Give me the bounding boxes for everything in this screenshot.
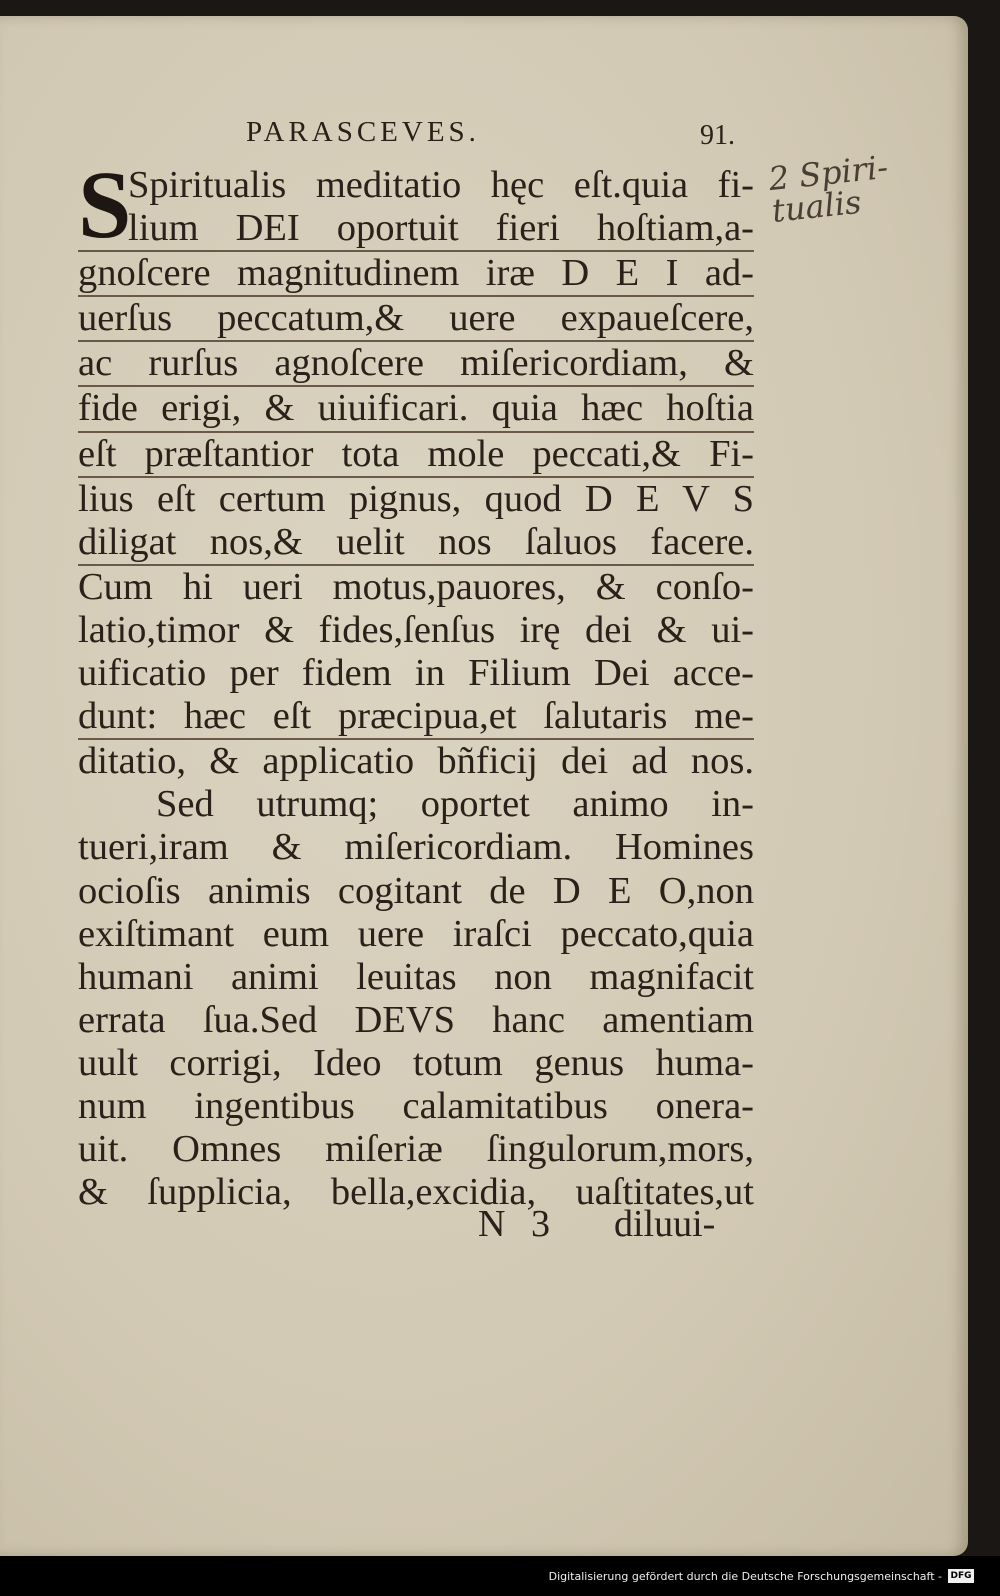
catchword: diluui- — [614, 1203, 716, 1245]
funding-credit: Digitalisierung gefördert durch die Deutsche Forschungsgemeinschaft - — [548, 1570, 942, 1583]
body-text — [78, 151, 754, 1214]
text-line: Cum hi ueri motus,pauores, & conſo- — [78, 565, 754, 608]
text-line: uit. Omnes miſeriæ ſingulorum,mors, — [78, 1128, 754, 1171]
text-line: dunt: hæc eſt præcipua,et ſalutaris me- — [78, 695, 754, 740]
text-line: & ſupplicia, bella,excidia, uaſtitates,ut — [78, 1171, 754, 1214]
text-line: ac rurſus agnoſcere miſericordiam, & — [78, 342, 754, 387]
drop-cap-initial: S — [78, 151, 132, 258]
text-line: ditatio, & applicatio bñficij dei ad nos. — [78, 740, 754, 783]
signature-mark: N 3 — [478, 1203, 550, 1245]
text-line: ocioſis animis cogitant de D E O,non — [78, 869, 754, 912]
text-line: uerſus peccatum,& uere expaueſcere, — [78, 297, 754, 342]
text-line: Spiritualis meditatio hęc eſt.quia fi- — [128, 164, 754, 206]
footer-bar — [0, 1556, 1000, 1596]
text-line: diligat nos,& uelit nos ſaluos facere. — [78, 521, 754, 566]
text-line: gnoſcere magnitudinem iræ D E I ad- — [78, 252, 754, 297]
text-line: exiſtimant eum uere iraſci peccato,quia — [78, 912, 754, 955]
text-line: lius eſt certum pignus, quod D E V S — [78, 477, 754, 520]
text-line: errata ſua.Sed DEVS hanc amentiam — [78, 998, 754, 1041]
text-line: fide erigi, & uiuificari. quia hæc hoſtia — [78, 387, 754, 432]
page-header — [0, 116, 968, 156]
folio-number: 91. — [700, 120, 735, 151]
text-line: lium DEI oportuit fieri hoſtiam,a- — [78, 207, 754, 252]
text-line: tueri,iram & miſericordiam. Homines — [78, 826, 754, 869]
running-head: PARASCEVES. — [246, 116, 480, 148]
text-line: uult corrigi, Ideo totum genus huma- — [78, 1041, 754, 1084]
text-line: eſt præſtantior tota mole peccati,& Fi- — [78, 433, 754, 478]
text-line: latio,timor & fides,ſenſus irę dei & ui- — [78, 608, 754, 651]
text-line: humani animi leuitas non magnifacit — [78, 955, 754, 998]
book-page — [0, 16, 968, 1556]
text-line: num ingentibus calamitatibus onera- — [78, 1084, 754, 1127]
handwritten-margin-note: 2 Spiri-tualis — [766, 147, 890, 230]
dfg-logo: DFG — [948, 1569, 974, 1583]
text-line: Sed utrumq; oportet animo in- — [156, 783, 754, 826]
text-line: uificatio per fidem in Filium Dei acce- — [78, 652, 754, 695]
